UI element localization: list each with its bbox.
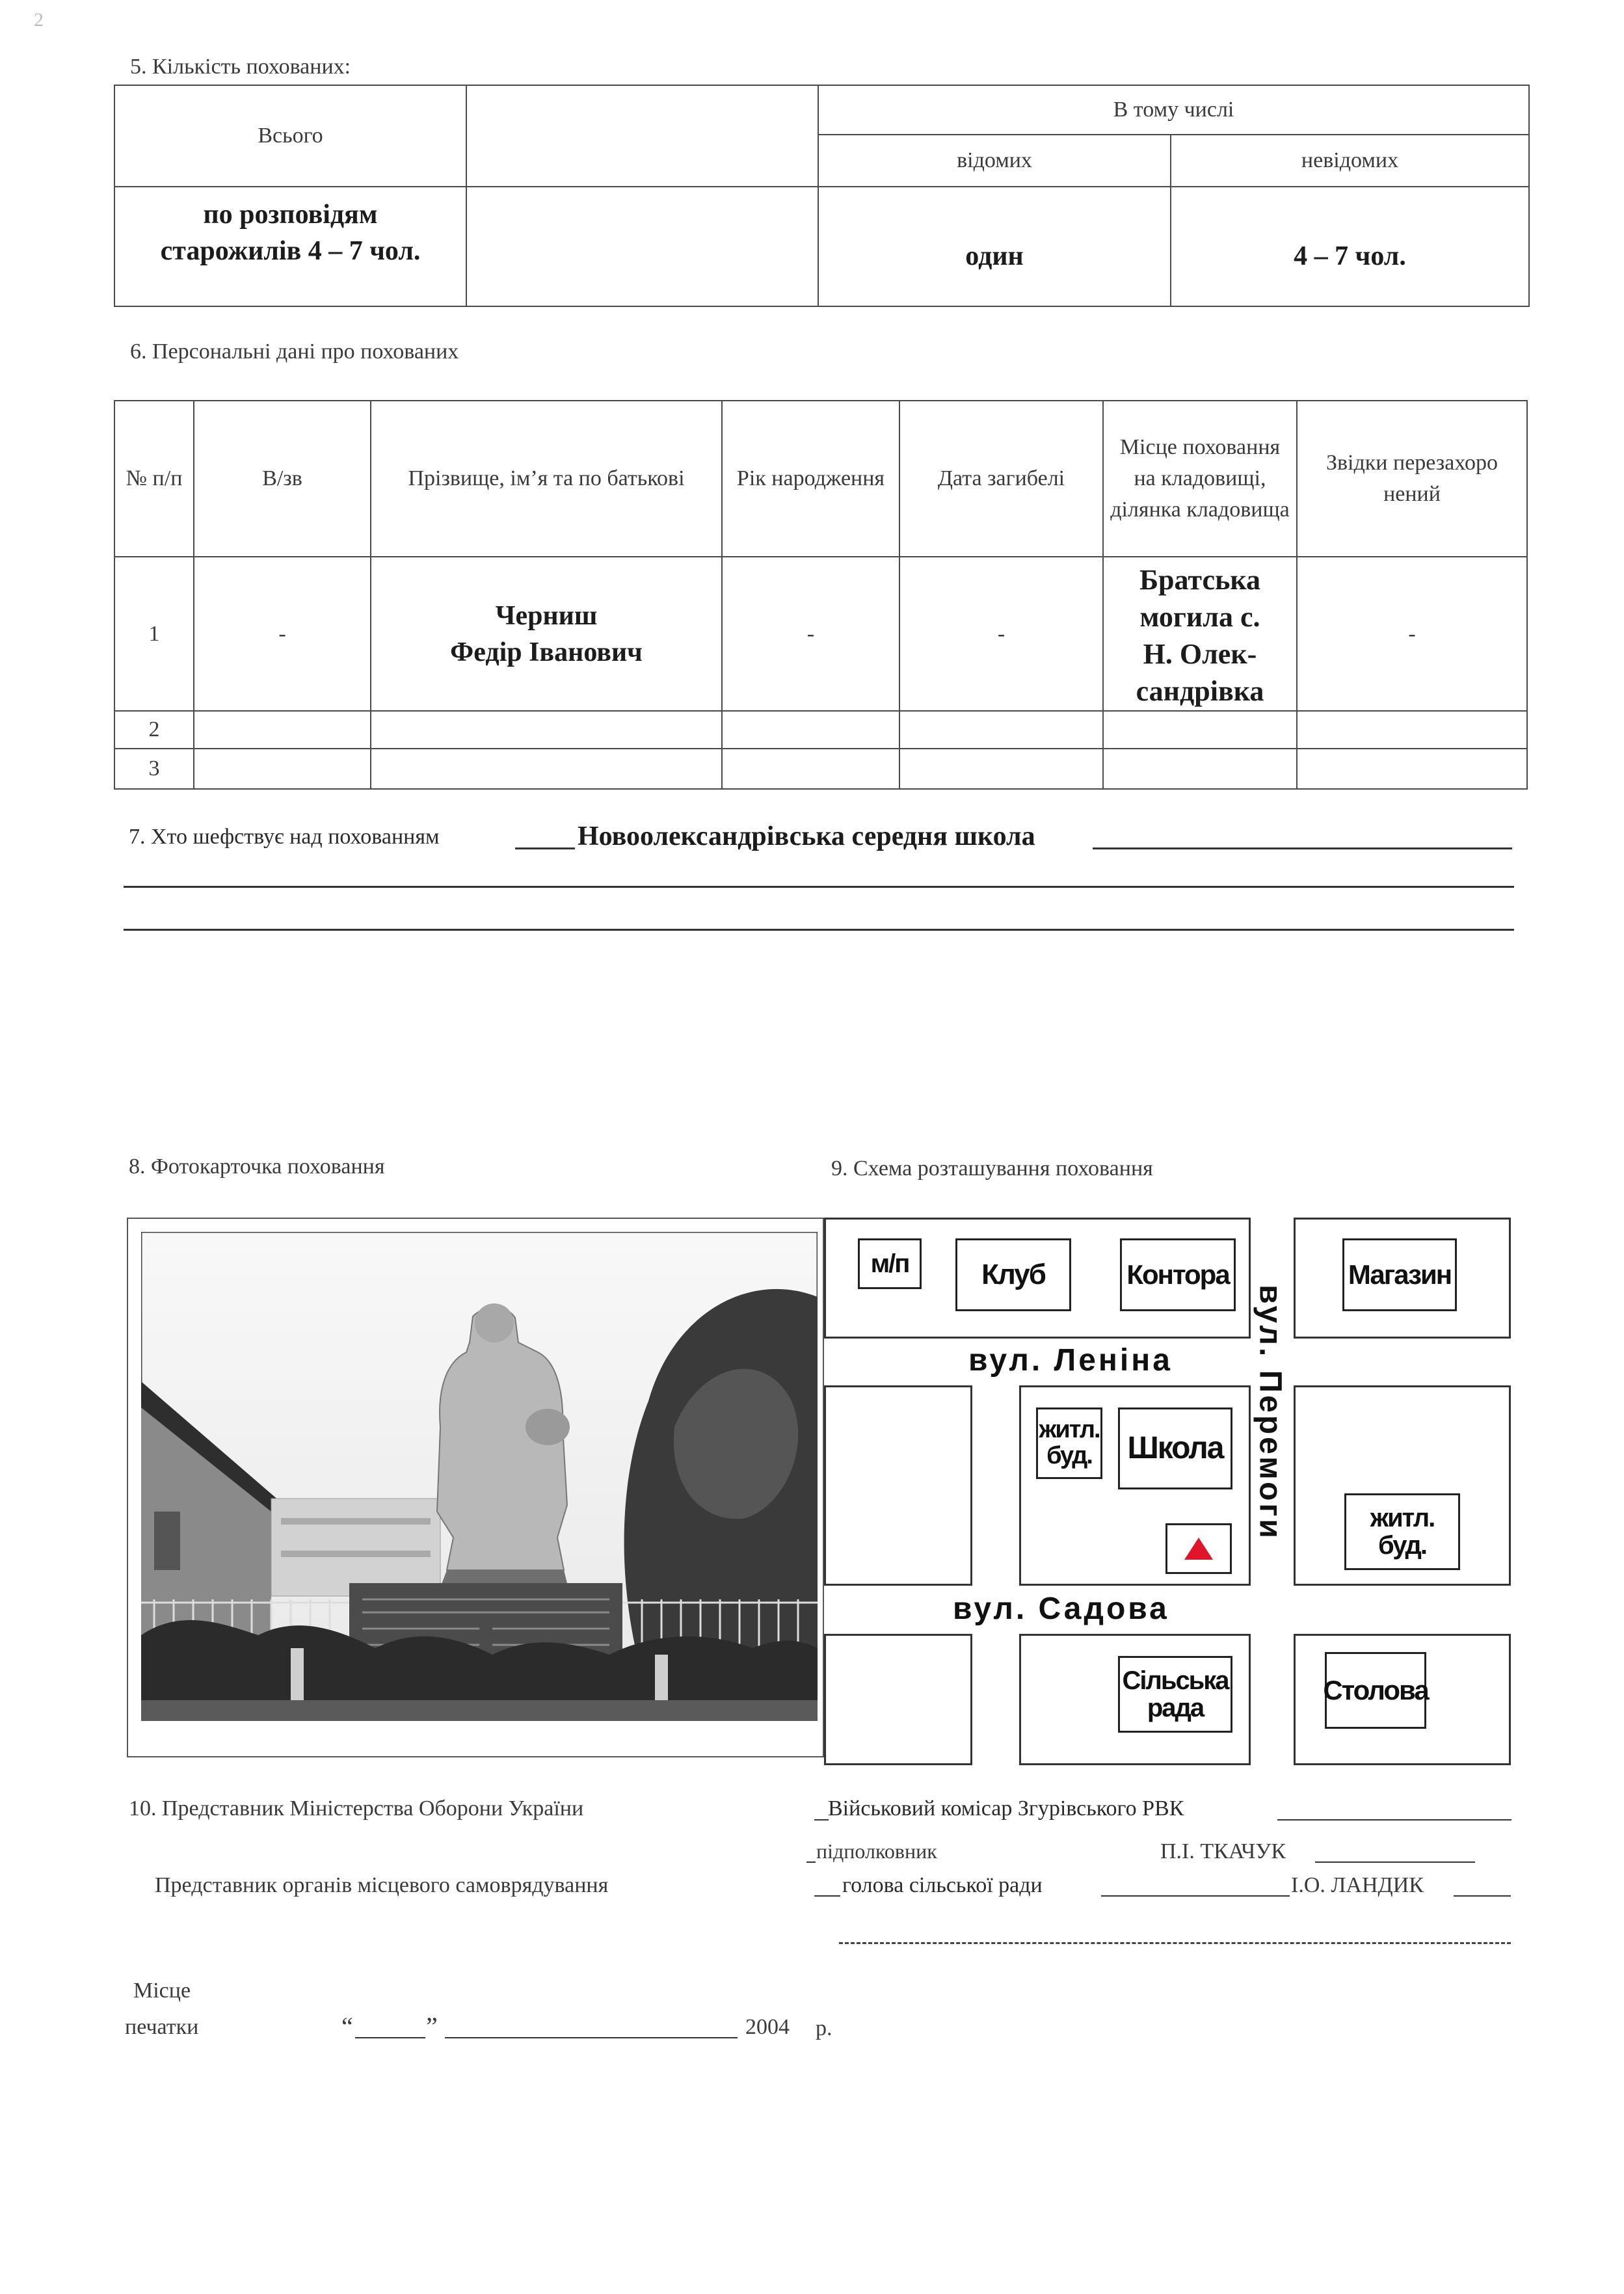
row2-num: 2 [114, 711, 194, 749]
section5-title: 5. Кількість похованих: [130, 55, 351, 79]
col-known-header: відомих [818, 135, 1171, 187]
building-school: Школа [1118, 1407, 1232, 1489]
mod-rank-underline-pre [806, 1861, 816, 1863]
total-value-line2: старожилів 4 – 7 чол. [160, 236, 421, 266]
date-day-line [355, 2037, 425, 2038]
mod-signatory-underline [1315, 1861, 1475, 1863]
building-house-2 [1344, 1493, 1460, 1570]
mod-rep-label: 10. Представник Міністерства Оборони України [129, 1796, 584, 1821]
header-num: № п/п [114, 401, 194, 557]
row1-place [1103, 557, 1297, 711]
total-value-cell [114, 187, 466, 306]
mod-position-underline [1277, 1819, 1511, 1821]
building-mp: м/п [858, 1238, 922, 1289]
header-from: Звідки перезахоронений [1297, 401, 1527, 557]
mod-position: Військовий комісар Згурівського РВК [828, 1796, 1184, 1821]
section7-underline-post [1093, 847, 1512, 849]
building-canteen: Столова [1325, 1652, 1426, 1729]
photo-frame [127, 1218, 824, 1757]
empty-value-cell [466, 187, 818, 306]
row1-birth: - [722, 557, 899, 711]
date-quote-open: “ [341, 2012, 353, 2041]
section7-line2 [124, 886, 1514, 888]
unknown-value: 4 – 7 чол. [1171, 187, 1529, 306]
row1-name [371, 557, 722, 711]
section7-underline-pre [515, 847, 575, 849]
street-peremohy: вул. Перемоги [1253, 1285, 1288, 1541]
burial-count-table [114, 85, 1530, 307]
row1-from: - [1297, 557, 1527, 711]
row1-surname: Черниш [495, 600, 598, 631]
row1-death: - [899, 557, 1103, 711]
row1-place-line4: сандрівка [1136, 675, 1264, 707]
header-death: Дата загибелі [899, 401, 1103, 557]
burial-triangle-icon [1182, 1536, 1215, 1562]
street-lenina: вул. Леніна [968, 1343, 1173, 1378]
house1-line2: буд. [1046, 1442, 1092, 1469]
section7-label: 7. Хто шефствує над похованням [129, 825, 440, 849]
table-row [114, 711, 1527, 749]
section6-title: 6. Персональні дані про похованих [130, 340, 459, 364]
building-office: Контора [1120, 1238, 1236, 1311]
header-place: Місце поховання на кладовищі, ділянка кладовища [1103, 401, 1297, 557]
mod-position-underline-pre [814, 1819, 829, 1821]
personal-data-table [114, 400, 1528, 790]
date-month-line [445, 2037, 738, 2038]
date-quote-close: ” [426, 2012, 438, 2041]
local-position-underline-pre [814, 1895, 840, 1897]
mod-rank: підполковник [816, 1839, 937, 1863]
building-house-1 [1036, 1407, 1102, 1479]
total-value-line1: по розповідям [203, 200, 378, 230]
council-line2: рада [1147, 1694, 1204, 1722]
building-shop: Магазин [1342, 1238, 1457, 1311]
house1-line1: житл. [1039, 1416, 1100, 1444]
block-bot-left [824, 1634, 972, 1765]
table-row [114, 557, 1527, 711]
section9-title: 9. Схема розташування поховання [831, 1156, 1153, 1180]
row1-place-line1: Братська [1139, 564, 1261, 596]
row1-rank: - [194, 557, 371, 711]
header-birth: Рік народження [722, 401, 899, 557]
street-sadova: вул. Садова [953, 1592, 1169, 1626]
stamp-place-line2: печатки [125, 2015, 199, 2039]
date-year-suffix: р. [816, 2016, 832, 2040]
date-year: 2004 [745, 2015, 790, 2039]
local-signatory: І.О. ЛАНДИК [1291, 1873, 1424, 1897]
section7-line3 [124, 929, 1514, 931]
corner-mark: 2 [34, 9, 44, 31]
header-rank: В/зв [194, 401, 371, 557]
council-line1: Сільська [1122, 1666, 1229, 1695]
row1-place-line2: могила с. [1139, 601, 1260, 633]
col-total-header: Всього [114, 85, 466, 187]
location-scheme [824, 1218, 1509, 1761]
row1-num: 1 [114, 557, 194, 711]
section7-value: Новоолександрівська середня школа [578, 821, 1035, 851]
building-club: Клуб [955, 1238, 1071, 1311]
row1-given-names: Федір Іванович [450, 637, 643, 667]
dashed-line [839, 1942, 1511, 1944]
burial-marker [1165, 1523, 1232, 1574]
section8-title: 8. Фотокарточка поховання [129, 1154, 385, 1179]
header-name: Прізвище, ім’я та по батькові [371, 401, 722, 557]
col-unknown-header: невідомих [1171, 135, 1529, 187]
stamp-place-line1: Місце [133, 1979, 191, 2003]
local-signature-line [1101, 1895, 1290, 1897]
mod-signatory: П.І. ТКАЧУК [1160, 1839, 1286, 1863]
block-mid-left [824, 1385, 972, 1586]
col-including-header: В тому числі [818, 85, 1529, 135]
row1-place-line3: Н. Олек- [1143, 638, 1257, 670]
local-rep-label: Представник органів місцевого самоврядування [155, 1873, 609, 1897]
building-council [1118, 1656, 1232, 1733]
house2-line2: буд. [1378, 1531, 1426, 1560]
known-value: один [818, 187, 1171, 306]
memorial-photo [141, 1232, 818, 1721]
table-row [114, 749, 1527, 789]
empty-header-cell [466, 85, 818, 187]
row3-num: 3 [114, 749, 194, 789]
house2-line1: житл. [1370, 1504, 1435, 1532]
local-signatory-underline [1454, 1895, 1511, 1897]
local-position: голова сільської ради [842, 1873, 1043, 1897]
